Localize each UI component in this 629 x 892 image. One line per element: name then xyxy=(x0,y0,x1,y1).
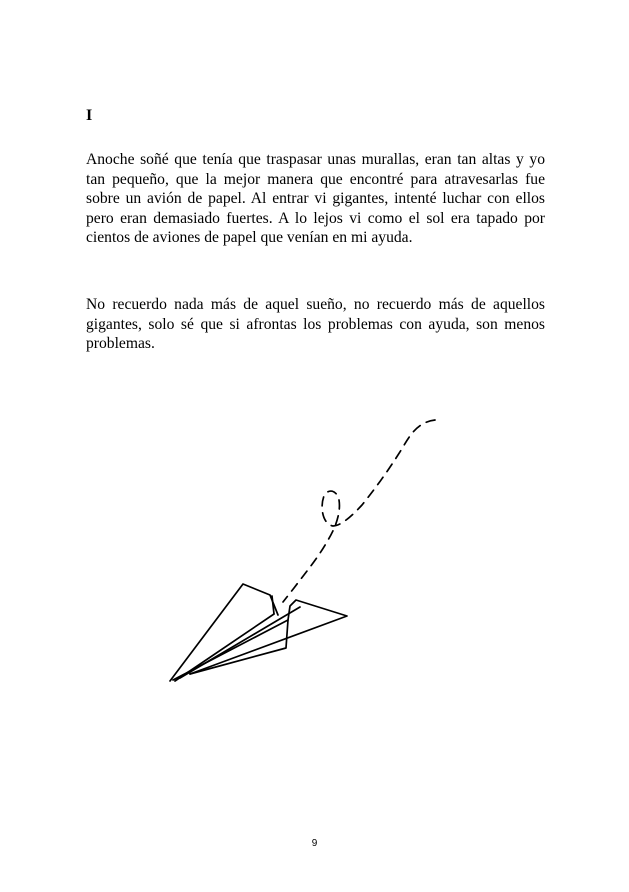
chapter-heading: I xyxy=(86,107,93,124)
paragraph-2: No recuerdo nada más de aquel sueño, no recuerdo más de aquellos gigantes, solo sé que si afrontas los problemas con ayuda, son menos problemas. xyxy=(86,296,545,353)
paper-airplane-icon xyxy=(150,405,460,700)
paper-airplane-illustration xyxy=(150,405,460,700)
page-number: 9 xyxy=(311,838,318,849)
paper-airplane xyxy=(170,584,347,681)
flight-trail xyxy=(283,420,435,602)
paragraph-1: Anoche soñé que tenía que traspasar unas murallas, eran tan altas y yo tan pequeño, que la mejor manera que encontré para atravesarlas fue sobre un avión de papel. Al entrar vi gigantes, intenté luchar con ellos pero eran demasiado fuertes. A lo lejos vi como el sol era tapado por cientos de aviones de papel que venían en mi ayuda. xyxy=(86,151,545,247)
